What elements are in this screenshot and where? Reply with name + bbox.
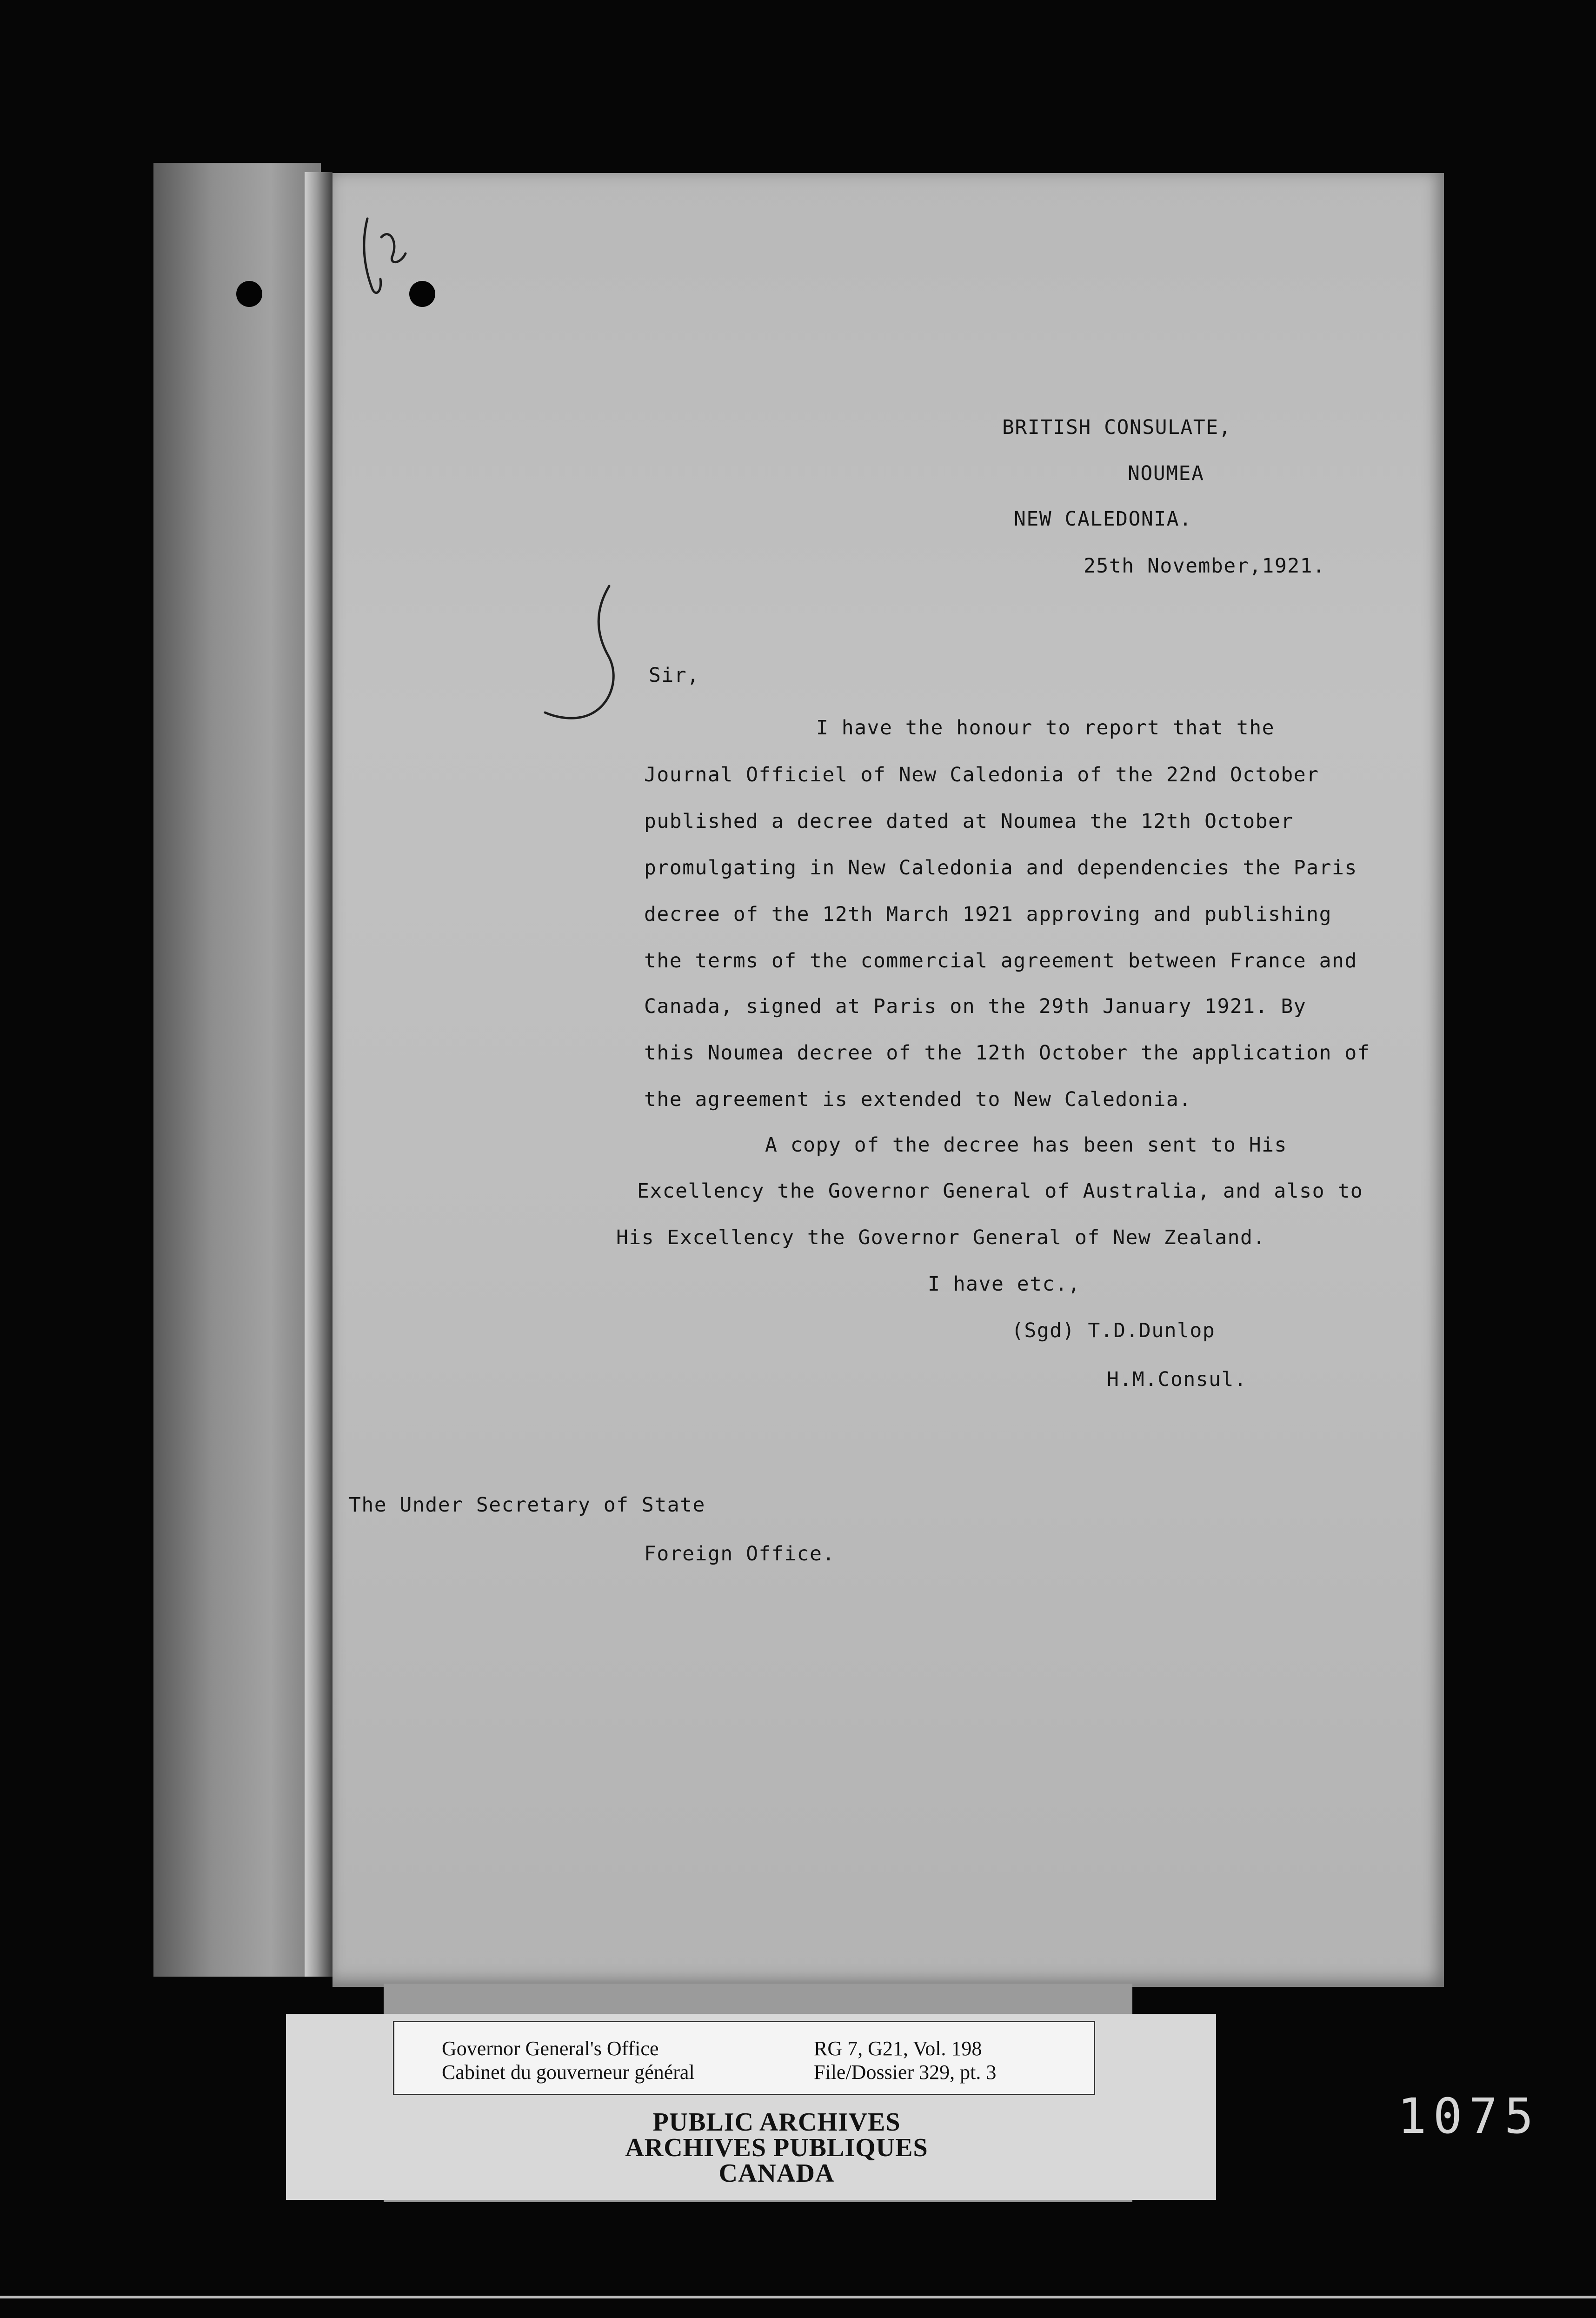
signature-title: H.M.Consul. <box>1107 1368 1247 1391</box>
body-line: Canada, signed at Paris on the 29th January 1921. By <box>644 995 1307 1018</box>
archive-title-en: PUBLIC ARCHIVES <box>652 2108 901 2137</box>
archive-title-fr: ARCHIVES PUBLIQUES <box>625 2133 928 2162</box>
fonds-name-en: Governor General's Office <box>442 2037 659 2060</box>
body-line: Journal Officiel of New Caledonia of the 22nd October <box>644 763 1319 786</box>
signature: (Sgd) T.D.Dunlop <box>1011 1319 1216 1342</box>
address-consulate: BRITISH CONSULATE, <box>1002 416 1231 439</box>
frame-number: 1075 <box>1397 2088 1540 2145</box>
body-line: published a decree dated at Noumea the 12th October <box>644 810 1294 833</box>
salutation: Sir, <box>649 664 700 687</box>
body-line: A copy of the decree has been sent to His <box>765 1133 1287 1157</box>
handwritten-bracket <box>539 581 632 735</box>
body-line: the agreement is extended to New Caledonia. <box>644 1088 1192 1111</box>
body-line: the terms of the commercial agreement between France and <box>644 949 1357 972</box>
archive-file: File/Dossier 329, pt. 3 <box>814 2061 997 2084</box>
addressee-office: Foreign Office. <box>644 1542 835 1565</box>
letter-date: 25th November,1921. <box>1084 554 1326 578</box>
archive-title-country: CANADA <box>718 2159 835 2188</box>
address-country: NEW CALEDONIA. <box>1014 507 1192 531</box>
body-line: Excellency the Governor General of Australia, and also to <box>637 1179 1363 1203</box>
folder-backing-sheet <box>153 163 321 1977</box>
body-line: this Noumea decree of the 12th October the application of <box>644 1041 1370 1065</box>
letter-page <box>332 173 1444 1987</box>
film-edge-rule <box>0 2296 1596 2298</box>
fonds-name-fr: Cabinet du gouverneur général <box>442 2061 695 2084</box>
punch-hole-left <box>236 281 262 307</box>
closing: I have etc., <box>928 1272 1081 1296</box>
body-line: decree of the 12th March 1921 approving and publishing <box>644 903 1332 926</box>
handwritten-initials <box>353 209 414 312</box>
address-city: NOUMEA <box>1128 462 1204 485</box>
body-line: His Excellency the Governor General of New Zealand. <box>616 1226 1266 1249</box>
addressee-title: The Under Secretary of State <box>349 1493 705 1517</box>
body-line: promulgating in New Caledonia and dependencies the Paris <box>644 856 1357 879</box>
folder-edge <box>305 172 332 1977</box>
archive-reference: RG 7, G21, Vol. 198 <box>814 2037 982 2060</box>
body-line: I have the honour to report that the <box>816 716 1275 739</box>
